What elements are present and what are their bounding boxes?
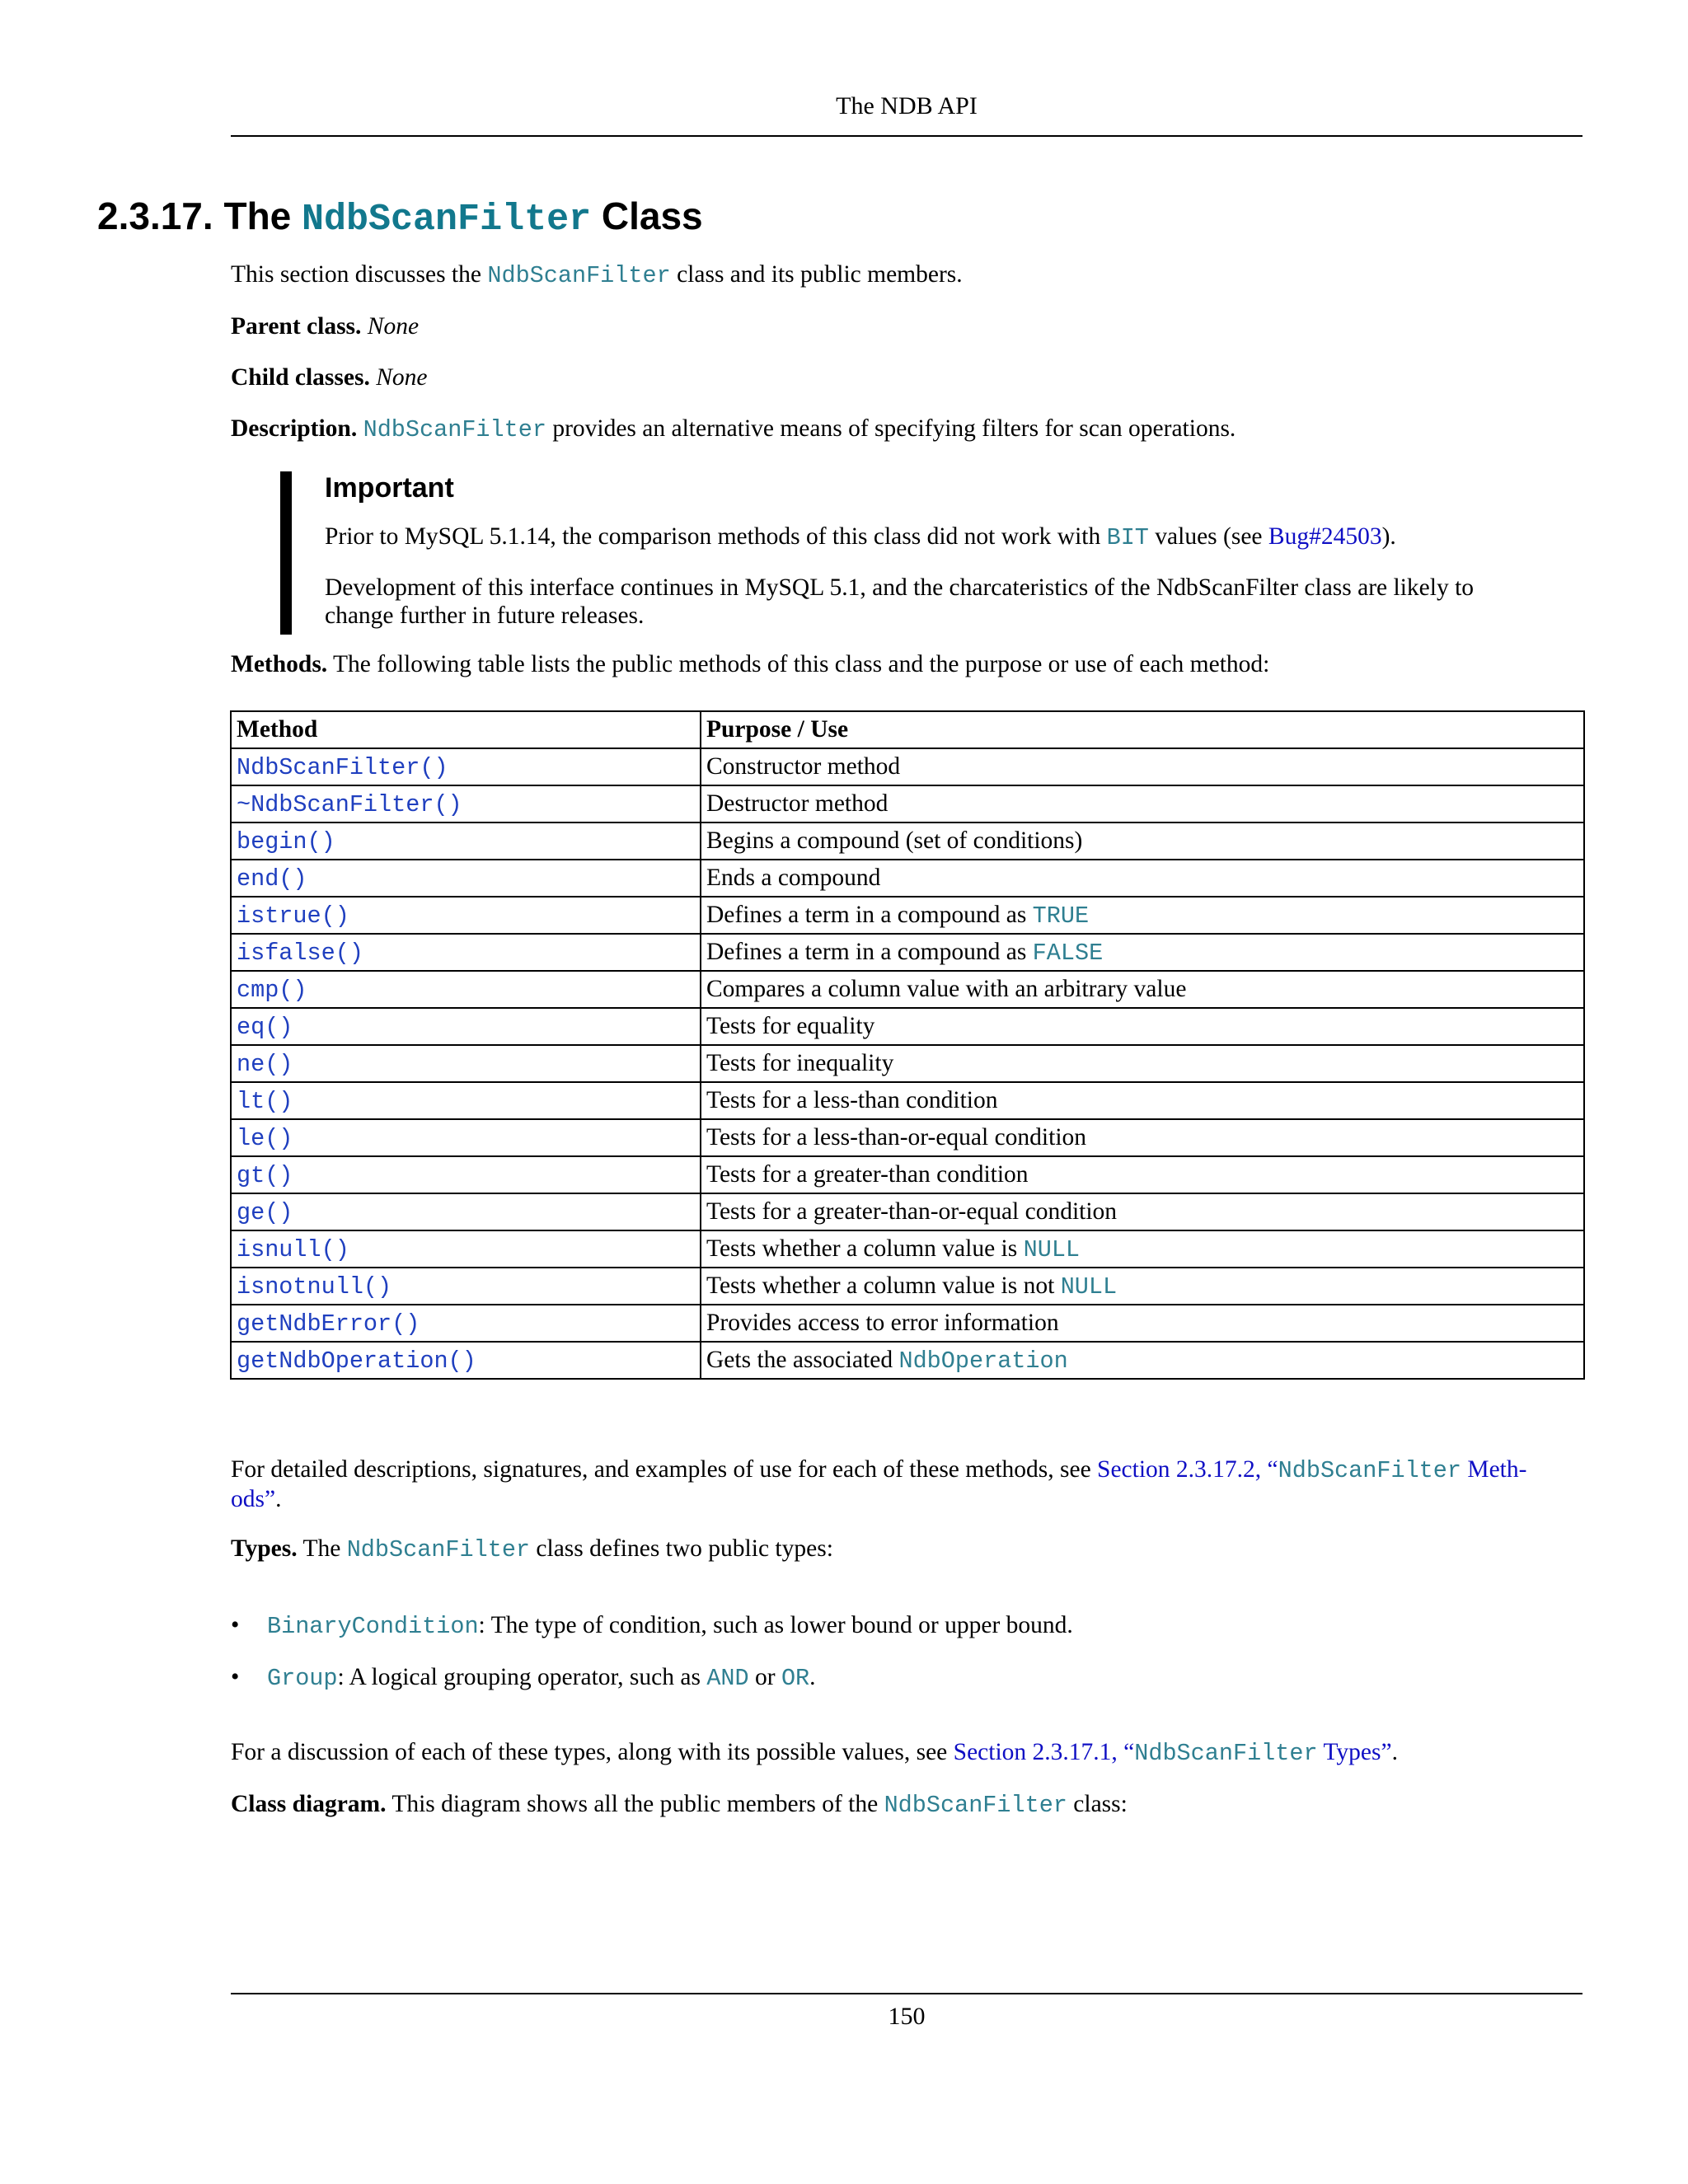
table-row xyxy=(231,1305,1584,1342)
method-link[interactable]: isfalse() xyxy=(237,939,363,967)
table-row xyxy=(231,1342,1584,1379)
purpose-cell: Tests for inequality xyxy=(701,1045,1584,1082)
table-row xyxy=(231,1045,1584,1082)
methods-table xyxy=(230,710,1585,1380)
purpose-cell: Defines a term in a compound as FALSE xyxy=(701,934,1584,971)
purpose-cell: Ends a compound xyxy=(701,860,1584,897)
method-link[interactable]: gt() xyxy=(237,1161,293,1189)
method-cell xyxy=(231,1268,701,1305)
method-link[interactable]: ne() xyxy=(237,1050,293,1078)
class-name: NdbScanFilter xyxy=(884,1792,1067,1819)
purpose-cell: Constructor method xyxy=(701,748,1584,785)
method-link[interactable]: ge() xyxy=(237,1198,293,1226)
important-note xyxy=(280,471,1561,635)
method-cell xyxy=(231,748,701,785)
type-group[interactable]: Group xyxy=(267,1665,338,1692)
table-row xyxy=(231,971,1584,1008)
detail-paragraph: For detailed descriptions, signatures, and examples of use for each of these methods, see Section 2.3.17.2, “NdbScanFilter Meth- ods”. xyxy=(231,1456,1527,1512)
column-header-method: Method xyxy=(231,711,701,748)
method-cell xyxy=(231,785,701,823)
method-link[interactable]: cmp() xyxy=(237,976,307,1004)
table-row xyxy=(231,860,1584,897)
table-row xyxy=(231,1268,1584,1305)
method-cell xyxy=(231,971,701,1008)
method-link[interactable]: isnotnull() xyxy=(237,1272,392,1301)
method-cell xyxy=(231,1008,701,1045)
method-cell xyxy=(231,823,701,860)
class-name: NdbScanFilter xyxy=(487,262,671,289)
method-link[interactable]: getNdbError() xyxy=(237,1310,420,1338)
purpose-code: NdbOperation xyxy=(898,1347,1068,1375)
parent-class: Parent class. None xyxy=(231,313,420,340)
method-link[interactable]: ~NdbScanFilter() xyxy=(237,790,462,818)
table-row xyxy=(231,1156,1584,1193)
class-name: NdbScanFilter xyxy=(363,416,546,443)
table-row xyxy=(231,748,1584,785)
method-link[interactable]: isnull() xyxy=(237,1235,349,1263)
running-header: The NDB API xyxy=(836,92,978,120)
types-intro: Types. The NdbScanFilter class defines two public types: xyxy=(231,1535,833,1563)
table-row xyxy=(231,897,1584,934)
method-link[interactable]: NdbScanFilter() xyxy=(237,753,448,781)
method-cell xyxy=(231,1193,701,1230)
footer-rule xyxy=(231,1993,1582,1994)
purpose-cell: Tests for equality xyxy=(701,1008,1584,1045)
purpose-code: NULL xyxy=(1060,1272,1118,1301)
method-cell xyxy=(231,1045,701,1082)
bit-code: BIT xyxy=(1106,524,1149,551)
important-paragraph-2: Development of this interface continues in MySQL 5.1, and the charcateristics of the NdbScanFilter class are likely to change further in future releases. xyxy=(325,574,1475,629)
method-cell xyxy=(231,1156,701,1193)
section-link-methods[interactable]: Section 2.3.17.2, “NdbScanFilter Meth- xyxy=(1097,1456,1527,1484)
method-link[interactable]: istrue() xyxy=(237,902,349,930)
purpose-cell: Tests for a less-than condition xyxy=(701,1082,1584,1119)
table-row xyxy=(231,934,1584,971)
purpose-cell: Provides access to error information xyxy=(701,1305,1584,1342)
bug-link[interactable]: Bug#24503 xyxy=(1268,523,1382,550)
method-cell xyxy=(231,1305,701,1342)
section-link-types[interactable]: Section 2.3.17.1, “NdbScanFilter Types” xyxy=(953,1739,1392,1767)
methods-intro: Methods. The following table lists the public methods of this class and the purpose or use of each method: xyxy=(231,651,1270,677)
header-rule xyxy=(231,135,1582,137)
method-cell xyxy=(231,934,701,971)
section-link-methods-cont[interactable]: ods” xyxy=(231,1486,276,1512)
method-cell xyxy=(231,1119,701,1156)
table-row xyxy=(231,1008,1584,1045)
method-link[interactable]: getNdbOperation() xyxy=(237,1347,476,1375)
method-cell xyxy=(231,1082,701,1119)
purpose-cell: Tests for a less-than-or-equal condition xyxy=(701,1119,1584,1156)
column-header-purpose: Purpose / Use xyxy=(701,711,1584,748)
table-header-row xyxy=(231,711,1584,748)
method-link[interactable]: lt() xyxy=(237,1087,293,1115)
table-row xyxy=(231,1230,1584,1268)
class-name: NdbScanFilter xyxy=(346,1536,531,1563)
discussion-paragraph: For a discussion of each of these types, along with its possible values, see Section 2.3.17.1, “NdbScanFilter Types”. xyxy=(231,1739,1398,1767)
important-title: Important xyxy=(325,472,454,504)
class-diagram-intro: Class diagram. This diagram shows all the public members of the NdbScanFilter class: xyxy=(231,1791,1128,1819)
method-link[interactable]: le() xyxy=(237,1124,293,1152)
table-row xyxy=(231,785,1584,823)
table-row xyxy=(231,1082,1584,1119)
purpose-cell: Destructor method xyxy=(701,785,1584,823)
purpose-cell: Tests for a greater-than-or-equal condition xyxy=(701,1193,1584,1230)
purpose-cell: Begins a compound (set of conditions) xyxy=(701,823,1584,860)
page-number: 150 xyxy=(888,2003,926,2030)
method-cell xyxy=(231,897,701,934)
method-cell xyxy=(231,1342,701,1379)
method-cell xyxy=(231,860,701,897)
method-link[interactable]: begin() xyxy=(237,827,335,855)
heading-class-name: NdbScanFilter xyxy=(302,199,592,241)
purpose-cell: Tests for a greater-than condition xyxy=(701,1156,1584,1193)
table-row xyxy=(231,823,1584,860)
purpose-cell: Tests whether a column value is not NULL xyxy=(701,1268,1584,1305)
child-classes: Child classes. None xyxy=(231,364,428,391)
method-link[interactable]: end() xyxy=(237,865,307,893)
section-heading: 2.3.17. The NdbScanFilter Class xyxy=(97,194,703,241)
purpose-code: TRUE xyxy=(1032,902,1090,930)
description-paragraph: Description. NdbScanFilter provides an alternative means of specifying filters for scan operations. xyxy=(231,415,1236,443)
purpose-cell: Defines a term in a compound as TRUE xyxy=(701,897,1584,934)
purpose-code: NULL xyxy=(1023,1235,1081,1263)
table-row xyxy=(231,1193,1584,1230)
table-row xyxy=(231,1119,1584,1156)
method-link[interactable]: eq() xyxy=(237,1013,293,1041)
purpose-code: FALSE xyxy=(1032,939,1104,967)
intro-paragraph: This section discusses the NdbScanFilter class and its public members. xyxy=(231,261,963,289)
purpose-cell: Gets the associated NdbOperation xyxy=(701,1342,1584,1379)
important-paragraph-1: Prior to MySQL 5.1.14, the comparison methods of this class did not work with BIT values (see Bug#24503). xyxy=(325,523,1396,551)
purpose-cell: Tests whether a column value is NULL xyxy=(701,1230,1584,1268)
purpose-cell: Compares a column value with an arbitrary value xyxy=(701,971,1584,1008)
type-binarycondition[interactable]: BinaryCondition xyxy=(267,1613,479,1640)
method-cell xyxy=(231,1230,701,1268)
